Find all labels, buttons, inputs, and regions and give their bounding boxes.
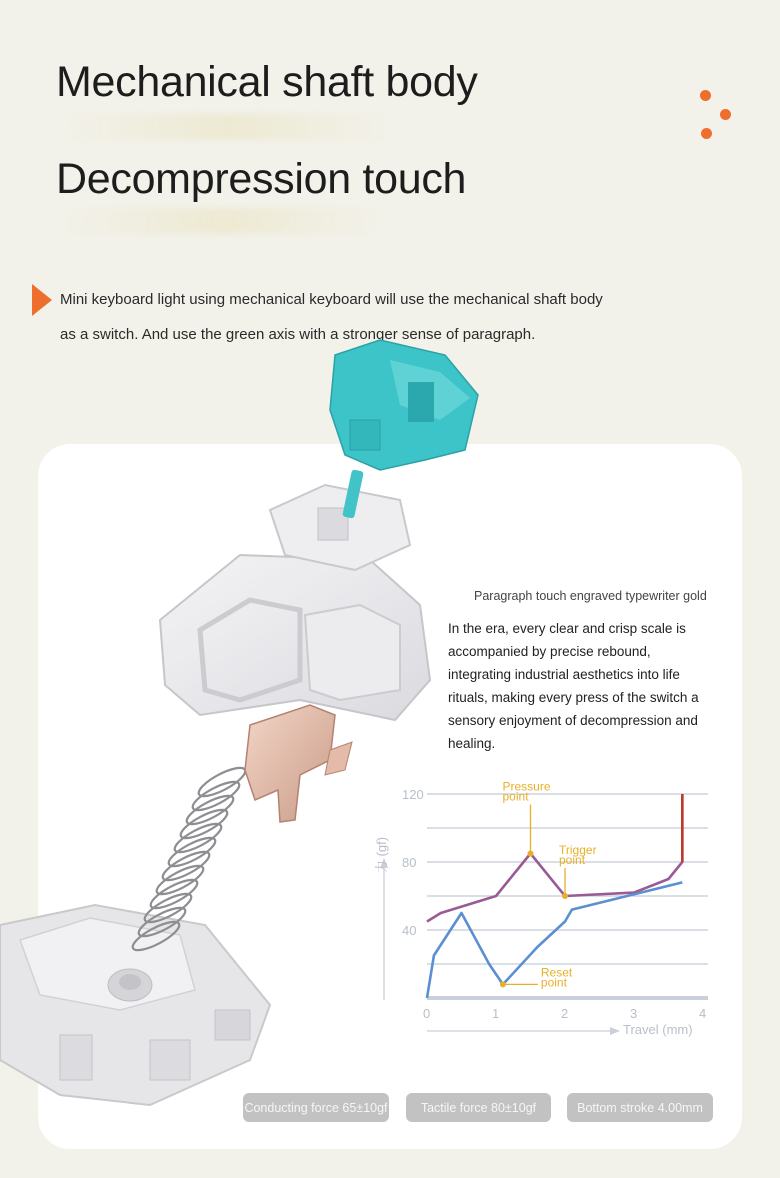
spec-bottom-stroke: Bottom stroke 4.00mm	[567, 1093, 713, 1122]
annotation-label: Trigger	[559, 843, 597, 857]
top-housing	[160, 485, 430, 720]
chart-annotations	[500, 780, 597, 989]
feature-description: In the era, every clear and crisp scale is accompanied by precise rebound, integrating industrial aesthetics into life rituals, making every press of the switch a sensory enjoyment of decompression and healing.	[448, 621, 699, 751]
x-axis-label: Travel (mm)	[623, 1022, 693, 1037]
feature-subtitle: Paragraph touch engraved typewriter gold	[474, 589, 707, 603]
y-tick-label: 80	[402, 855, 417, 870]
annotation-label: point	[502, 789, 529, 804]
spec-conducting-force: Conducting force 65±10gf	[243, 1093, 389, 1122]
x-tick-label: 3	[630, 1006, 638, 1021]
intro-paragraph: Mini keyboard light using mechanical keyboard will use the mechanical shaft body as a switch. And use the green axis with a stronger sense of paragraph.	[60, 291, 603, 343]
x-axis-arrowhead	[610, 1027, 620, 1035]
annotation-label: point	[540, 975, 567, 990]
annotation-label: point	[559, 853, 586, 867]
x-tick-label: 0	[423, 1006, 431, 1021]
x-tick-label: 2	[561, 1006, 569, 1021]
page-subtitle: Decompression touch	[56, 155, 467, 203]
force-curve-chart	[370, 780, 720, 1050]
copper-contact-leaf	[245, 705, 352, 822]
y-tick-label: 40	[402, 923, 417, 938]
y-tick-label: 120	[402, 787, 424, 802]
page-title: Mechanical shaft body	[56, 58, 478, 106]
y-axis-label: 力 (gf)	[374, 836, 389, 874]
annotation-label: Reset	[540, 965, 573, 980]
series-line	[427, 794, 682, 922]
chart-grid	[380, 794, 708, 1035]
x-tick-label: 4	[699, 1006, 707, 1021]
x-tick-label: 1	[492, 1006, 500, 1021]
spec-tactile-force: Tactile force 80±10gf	[406, 1093, 551, 1122]
annotation-label: Pressure	[502, 780, 551, 794]
stem	[330, 340, 478, 519]
bottom-housing	[0, 905, 270, 1105]
